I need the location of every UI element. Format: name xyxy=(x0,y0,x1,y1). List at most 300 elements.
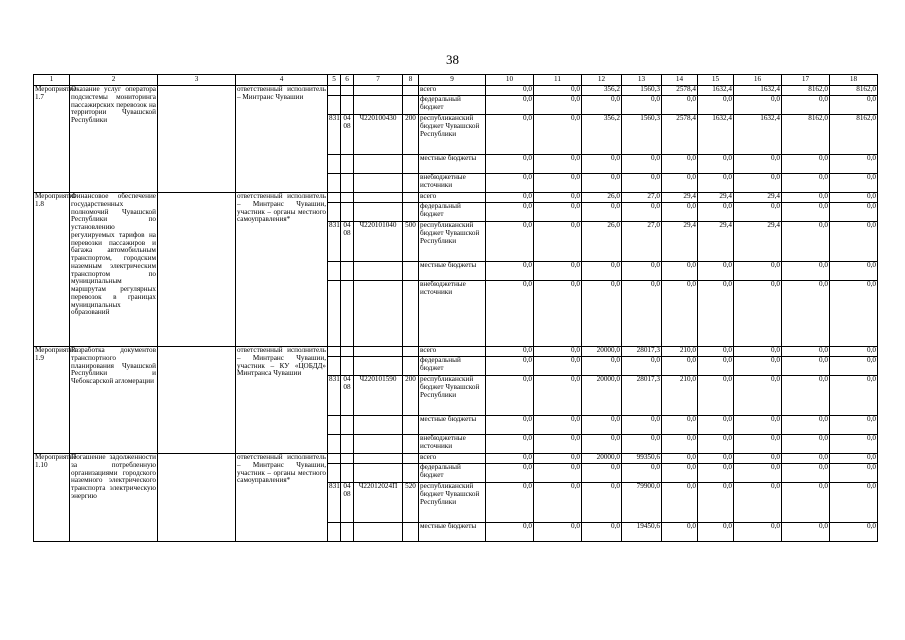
budget-code-c7 xyxy=(354,435,403,454)
budget-code-c5 xyxy=(328,203,341,222)
funding-value: 0,0 xyxy=(782,281,830,347)
funding-value: 0,0 xyxy=(782,262,830,281)
funding-source: местные бюджеты xyxy=(419,155,486,174)
funding-value: 0,0 xyxy=(486,435,534,454)
funding-value: 0,0 xyxy=(734,357,782,376)
funding-value: 210,0 xyxy=(662,376,698,416)
funding-value: 0,0 xyxy=(486,464,534,483)
funding-source: местные бюджеты xyxy=(419,523,486,542)
measure-name: Разработка документов транспортного планирования Чувашской Республики и Чебоксарской агломерации xyxy=(70,347,158,454)
measure-name: Оказание услуг оператора подсистемы мониторинга пассажирских перевозок на территории Чувашской Республики xyxy=(70,86,158,193)
funding-value: 0,0 xyxy=(486,357,534,376)
funding-value: 0,0 xyxy=(534,435,582,454)
funding-value: 0,0 xyxy=(830,435,878,454)
funding-value: 0,0 xyxy=(698,203,734,222)
funding-value: 0,0 xyxy=(782,347,830,357)
budget-code-c8 xyxy=(403,416,419,435)
budget-code-c7: Ч220101040 xyxy=(354,222,403,262)
funding-source: федеральный бюджет xyxy=(419,96,486,115)
column-number: 18 xyxy=(830,75,878,86)
funding-value: 0,0 xyxy=(582,262,622,281)
budget-code-c8 xyxy=(403,347,419,357)
budget-code-c6: 04 08 xyxy=(341,222,354,262)
funding-value: 0,0 xyxy=(830,155,878,174)
empty-cell xyxy=(158,86,236,193)
budget-code-c5 xyxy=(328,416,341,435)
funding-source: республиканский бюджет Чувашской Республики xyxy=(419,115,486,155)
funding-value: 0,0 xyxy=(698,174,734,193)
funding-value: 0,0 xyxy=(662,155,698,174)
budget-code-c5 xyxy=(328,454,341,464)
funding-value: 29,4 xyxy=(662,193,698,203)
funding-value: 20000,0 xyxy=(582,347,622,357)
funding-value: 0,0 xyxy=(582,357,622,376)
column-number: 1 xyxy=(34,75,70,86)
funding-value: 0,0 xyxy=(830,222,878,262)
funding-value: 0,0 xyxy=(734,483,782,523)
funding-source: всего xyxy=(419,86,486,96)
funding-value: 0,0 xyxy=(534,483,582,523)
budget-code-c6 xyxy=(341,262,354,281)
funding-value: 0,0 xyxy=(662,523,698,542)
funding-value: 0,0 xyxy=(782,193,830,203)
budget-code-c6 xyxy=(341,435,354,454)
funding-value: 356,2 xyxy=(582,86,622,96)
funding-row xyxy=(34,86,878,96)
funding-source: внебюджетные источники xyxy=(419,174,486,193)
funding-value: 0,0 xyxy=(698,376,734,416)
funding-value: 29,4 xyxy=(698,193,734,203)
funding-value: 0,0 xyxy=(698,483,734,523)
funding-value: 8162,0 xyxy=(830,86,878,96)
funding-value: 0,0 xyxy=(734,203,782,222)
page-number: 38 xyxy=(446,52,459,67)
budget-code-c8 xyxy=(403,155,419,174)
budget-code-c8: 500 xyxy=(403,222,419,262)
measure-executor: ответственный исполнитель – Минтранс Чувашии, участник – органы местного самоуправления* xyxy=(236,454,328,542)
budget-code-c8 xyxy=(403,174,419,193)
column-number: 3 xyxy=(158,75,236,86)
funding-value: 0,0 xyxy=(582,96,622,115)
funding-value: 0,0 xyxy=(534,96,582,115)
budget-code-c8: 520 xyxy=(403,483,419,523)
funding-value: 29,4 xyxy=(734,193,782,203)
budget-code-c6 xyxy=(341,96,354,115)
funding-value: 0,0 xyxy=(782,96,830,115)
funding-value: 0,0 xyxy=(830,281,878,347)
empty-cell xyxy=(158,347,236,454)
funding-source: республиканский бюджет Чувашской Республики xyxy=(419,483,486,523)
budget-code-c6 xyxy=(341,155,354,174)
funding-value: 0,0 xyxy=(830,174,878,193)
column-number: 16 xyxy=(734,75,782,86)
funding-value: 0,0 xyxy=(782,174,830,193)
program-table xyxy=(33,74,878,542)
funding-value: 0,0 xyxy=(698,464,734,483)
funding-value: 1560,3 xyxy=(622,86,662,96)
budget-code-c7 xyxy=(354,347,403,357)
funding-value: 0,0 xyxy=(622,435,662,454)
funding-value: 0,0 xyxy=(582,435,622,454)
measure-label: Мероприятие 1.8 xyxy=(34,193,70,347)
measure-name: Погашение задолженности за потребленную организациями городского наземного электрического транспорта электрическую энергию xyxy=(70,454,158,542)
funding-value: 0,0 xyxy=(734,347,782,357)
budget-code-c7 xyxy=(354,523,403,542)
funding-value: 8162,0 xyxy=(830,115,878,155)
funding-value: 0,0 xyxy=(534,376,582,416)
funding-value: 0,0 xyxy=(622,174,662,193)
funding-value: 0,0 xyxy=(662,357,698,376)
funding-value: 0,0 xyxy=(698,416,734,435)
funding-value: 0,0 xyxy=(698,347,734,357)
funding-value: 0,0 xyxy=(830,464,878,483)
budget-code-c8 xyxy=(403,86,419,96)
column-number: 4 xyxy=(236,75,328,86)
funding-value: 29,4 xyxy=(734,222,782,262)
funding-value: 0,0 xyxy=(486,454,534,464)
measure-executor: ответственный исполнитель – Минтранс Чувашии xyxy=(236,86,328,193)
measure-name: Финансовое обеспечение государственных полномочий Чувашской Республики по установлению регулируемых тарифов на перевозки пассажиров и багажа автомобильным транспортом, городским наземным электрическим транспортом по муниципальным маршрутам регулярных перевозок в границах муниципальных образований xyxy=(70,193,158,347)
budget-code-c7 xyxy=(354,193,403,203)
funding-value: 0,0 xyxy=(486,155,534,174)
funding-value: 79900,0 xyxy=(622,483,662,523)
funding-value: 0,0 xyxy=(698,155,734,174)
funding-value: 0,0 xyxy=(830,347,878,357)
funding-value: 0,0 xyxy=(662,483,698,523)
empty-cell xyxy=(158,193,236,347)
budget-code-c5 xyxy=(328,193,341,203)
budget-code-c6 xyxy=(341,347,354,357)
column-number: 10 xyxy=(486,75,534,86)
funding-value: 1632,4 xyxy=(698,86,734,96)
funding-value: 0,0 xyxy=(830,193,878,203)
budget-code-c8 xyxy=(403,357,419,376)
funding-value: 0,0 xyxy=(782,416,830,435)
funding-value: 0,0 xyxy=(734,523,782,542)
funding-value: 0,0 xyxy=(622,357,662,376)
funding-value: 0,0 xyxy=(734,435,782,454)
funding-value: 0,0 xyxy=(734,262,782,281)
funding-source: всего xyxy=(419,193,486,203)
funding-value: 0,0 xyxy=(830,357,878,376)
funding-value: 0,0 xyxy=(534,523,582,542)
funding-value: 1632,4 xyxy=(734,115,782,155)
funding-value: 0,0 xyxy=(582,483,622,523)
funding-value: 0,0 xyxy=(830,376,878,416)
funding-value: 29,4 xyxy=(698,222,734,262)
funding-value: 2578,4 xyxy=(662,115,698,155)
funding-value: 2578,4 xyxy=(662,86,698,96)
funding-value: 0,0 xyxy=(698,435,734,454)
funding-value: 27,0 xyxy=(622,222,662,262)
funding-value: 0,0 xyxy=(582,464,622,483)
funding-value: 0,0 xyxy=(622,464,662,483)
funding-value: 0,0 xyxy=(830,483,878,523)
funding-value: 0,0 xyxy=(486,416,534,435)
funding-value: 29,4 xyxy=(662,222,698,262)
budget-code-c6: 04 08 xyxy=(341,376,354,416)
budget-code-c5 xyxy=(328,464,341,483)
budget-code-c8 xyxy=(403,454,419,464)
budget-code-c6 xyxy=(341,454,354,464)
funding-value: 0,0 xyxy=(830,262,878,281)
funding-value: 20000,0 xyxy=(582,454,622,464)
funding-value: 0,0 xyxy=(782,155,830,174)
funding-value: 210,0 xyxy=(662,347,698,357)
funding-value: 356,2 xyxy=(582,115,622,155)
funding-value: 0,0 xyxy=(534,281,582,347)
budget-code-c7 xyxy=(354,454,403,464)
budget-code-c7: Ч220101590 xyxy=(354,376,403,416)
funding-value: 0,0 xyxy=(734,454,782,464)
funding-value: 0,0 xyxy=(534,86,582,96)
funding-value: 0,0 xyxy=(782,435,830,454)
column-number: 13 xyxy=(622,75,662,86)
funding-value: 0,0 xyxy=(698,523,734,542)
funding-value: 0,0 xyxy=(622,281,662,347)
funding-value: 0,0 xyxy=(534,347,582,357)
funding-value: 0,0 xyxy=(830,203,878,222)
budget-code-c7 xyxy=(354,203,403,222)
funding-value: 0,0 xyxy=(782,357,830,376)
funding-source: федеральный бюджет xyxy=(419,464,486,483)
funding-value: 0,0 xyxy=(486,115,534,155)
funding-value: 0,0 xyxy=(582,203,622,222)
funding-value: 0,0 xyxy=(734,155,782,174)
funding-value: 0,0 xyxy=(486,483,534,523)
funding-row xyxy=(34,347,878,357)
funding-value: 0,0 xyxy=(782,454,830,464)
budget-code-c7: Ч220100430 xyxy=(354,115,403,155)
funding-value: 0,0 xyxy=(734,464,782,483)
budget-code-c5 xyxy=(328,155,341,174)
budget-code-c8 xyxy=(403,523,419,542)
funding-value: 0,0 xyxy=(698,262,734,281)
column-number: 9 xyxy=(419,75,486,86)
funding-value: 0,0 xyxy=(622,262,662,281)
budget-code-c6: 04 08 xyxy=(341,115,354,155)
funding-value: 0,0 xyxy=(782,203,830,222)
empty-cell xyxy=(158,454,236,542)
budget-code-c8 xyxy=(403,464,419,483)
funding-value: 0,0 xyxy=(782,523,830,542)
column-number: 14 xyxy=(662,75,698,86)
funding-value: 26,0 xyxy=(582,193,622,203)
funding-value: 0,0 xyxy=(698,96,734,115)
column-number: 8 xyxy=(403,75,419,86)
column-number: 15 xyxy=(698,75,734,86)
budget-code-c8: 200 xyxy=(403,376,419,416)
funding-source: республиканский бюджет Чувашской Республики xyxy=(419,376,486,416)
funding-value: 0,0 xyxy=(698,281,734,347)
budget-code-c6 xyxy=(341,193,354,203)
budget-code-c5 xyxy=(328,357,341,376)
funding-value: 0,0 xyxy=(662,96,698,115)
funding-value: 0,0 xyxy=(662,435,698,454)
funding-source: местные бюджеты xyxy=(419,262,486,281)
budget-code-c5: 831 xyxy=(328,376,341,416)
funding-value: 8162,0 xyxy=(782,86,830,96)
column-number: 12 xyxy=(582,75,622,86)
budget-code-c8 xyxy=(403,435,419,454)
funding-value: 0,0 xyxy=(782,464,830,483)
funding-value: 0,0 xyxy=(534,416,582,435)
column-number: 17 xyxy=(782,75,830,86)
budget-code-c7 xyxy=(354,281,403,347)
funding-value: 0,0 xyxy=(534,222,582,262)
budget-code-c5 xyxy=(328,262,341,281)
budget-code-c5 xyxy=(328,174,341,193)
budget-code-c7 xyxy=(354,416,403,435)
funding-value: 0,0 xyxy=(534,357,582,376)
funding-value: 0,0 xyxy=(662,174,698,193)
funding-value: 0,0 xyxy=(622,203,662,222)
funding-value: 0,0 xyxy=(734,416,782,435)
funding-value: 0,0 xyxy=(582,155,622,174)
funding-value: 0,0 xyxy=(486,281,534,347)
header-row xyxy=(34,75,878,86)
funding-value: 0,0 xyxy=(662,281,698,347)
funding-value: 0,0 xyxy=(622,416,662,435)
funding-value: 0,0 xyxy=(622,155,662,174)
funding-value: 0,0 xyxy=(830,416,878,435)
budget-code-c8 xyxy=(403,281,419,347)
measure-label: Мероприятие 1.7 xyxy=(34,86,70,193)
funding-value: 0,0 xyxy=(734,281,782,347)
funding-value: 0,0 xyxy=(662,454,698,464)
funding-value: 0,0 xyxy=(534,464,582,483)
funding-value: 0,0 xyxy=(582,416,622,435)
funding-source: федеральный бюджет xyxy=(419,357,486,376)
budget-code-c6 xyxy=(341,357,354,376)
funding-value: 1632,4 xyxy=(734,86,782,96)
budget-code-c6 xyxy=(341,281,354,347)
column-number: 5 xyxy=(328,75,341,86)
funding-value: 0,0 xyxy=(662,203,698,222)
budget-code-c7 xyxy=(354,155,403,174)
budget-code-c6 xyxy=(341,86,354,96)
budget-code-c5 xyxy=(328,281,341,347)
funding-value: 0,0 xyxy=(486,96,534,115)
funding-value: 0,0 xyxy=(662,464,698,483)
budget-code-c8 xyxy=(403,96,419,115)
funding-value: 1632,4 xyxy=(698,115,734,155)
budget-code-c5 xyxy=(328,523,341,542)
budget-code-c5 xyxy=(328,96,341,115)
budget-code-c5: 831 xyxy=(328,483,341,523)
funding-value: 0,0 xyxy=(582,174,622,193)
budget-code-c5: 831 xyxy=(328,115,341,155)
funding-value: 28017,3 xyxy=(622,376,662,416)
measure-executor: ответственный исполнитель – Минтранс Чувашии, участник – органы местного самоуправления* xyxy=(236,193,328,347)
funding-source: внебюджетные источники xyxy=(419,281,486,347)
funding-value: 0,0 xyxy=(486,174,534,193)
budget-code-c7 xyxy=(354,96,403,115)
funding-source: всего xyxy=(419,347,486,357)
column-number: 7 xyxy=(354,75,403,86)
measure-label: Мероприятие 1.10 xyxy=(34,454,70,542)
measure-label: Мероприятие 1.9 xyxy=(34,347,70,454)
funding-value: 0,0 xyxy=(486,376,534,416)
funding-value: 0,0 xyxy=(486,523,534,542)
funding-row xyxy=(34,454,878,464)
budget-code-c5 xyxy=(328,435,341,454)
funding-value: 0,0 xyxy=(582,281,622,347)
funding-source: внебюджетные источники xyxy=(419,435,486,454)
funding-value: 0,0 xyxy=(622,96,662,115)
funding-value: 0,0 xyxy=(698,454,734,464)
funding-value: 0,0 xyxy=(486,86,534,96)
funding-value: 26,0 xyxy=(582,222,622,262)
funding-value: 0,0 xyxy=(734,96,782,115)
funding-value: 0,0 xyxy=(534,193,582,203)
funding-value: 0,0 xyxy=(486,193,534,203)
funding-value: 0,0 xyxy=(534,115,582,155)
budget-code-c6 xyxy=(341,203,354,222)
funding-value: 0,0 xyxy=(782,222,830,262)
funding-value: 0,0 xyxy=(734,174,782,193)
budget-code-c7 xyxy=(354,262,403,281)
funding-value: 20000,0 xyxy=(582,376,622,416)
measure-executor: ответственный исполнитель – Минтранс Чувашии, участник – КУ «ЦОБДД» Минтранса Чувашии xyxy=(236,347,328,454)
funding-value: 0,0 xyxy=(486,262,534,281)
funding-value: 0,0 xyxy=(534,203,582,222)
column-number: 6 xyxy=(341,75,354,86)
budget-code-c5 xyxy=(328,347,341,357)
funding-value: 19450,6 xyxy=(622,523,662,542)
budget-code-c7 xyxy=(354,174,403,193)
funding-row xyxy=(34,193,878,203)
funding-value: 8162,0 xyxy=(782,115,830,155)
column-number: 2 xyxy=(70,75,158,86)
budget-code-c6 xyxy=(341,416,354,435)
funding-value: 0,0 xyxy=(486,347,534,357)
budget-code-c5: 831 xyxy=(328,222,341,262)
budget-code-c6 xyxy=(341,174,354,193)
funding-value: 0,0 xyxy=(534,262,582,281)
funding-value: 0,0 xyxy=(534,454,582,464)
funding-value: 0,0 xyxy=(486,222,534,262)
budget-code-c6 xyxy=(341,464,354,483)
funding-value: 0,0 xyxy=(582,523,622,542)
budget-code-c7: Ч22012024П xyxy=(354,483,403,523)
budget-code-c8 xyxy=(403,193,419,203)
funding-source: всего xyxy=(419,454,486,464)
funding-value: 0,0 xyxy=(662,262,698,281)
funding-value: 0,0 xyxy=(830,454,878,464)
budget-code-c8 xyxy=(403,203,419,222)
budget-code-c6: 04 08 xyxy=(341,483,354,523)
funding-value: 0,0 xyxy=(534,174,582,193)
funding-value: 27,0 xyxy=(622,193,662,203)
budget-code-c7 xyxy=(354,357,403,376)
funding-value: 0,0 xyxy=(782,376,830,416)
funding-source: федеральный бюджет xyxy=(419,203,486,222)
funding-value: 28017,3 xyxy=(622,347,662,357)
funding-value: 0,0 xyxy=(830,523,878,542)
budget-code-c5 xyxy=(328,86,341,96)
budget-code-c7 xyxy=(354,86,403,96)
funding-source: местные бюджеты xyxy=(419,416,486,435)
funding-value: 0,0 xyxy=(782,483,830,523)
budget-code-c8: 200 xyxy=(403,115,419,155)
funding-source: республиканский бюджет Чувашской Республики xyxy=(419,222,486,262)
budget-code-c7 xyxy=(354,464,403,483)
funding-value: 99350,6 xyxy=(622,454,662,464)
funding-value: 0,0 xyxy=(734,376,782,416)
budget-code-c8 xyxy=(403,262,419,281)
funding-value: 0,0 xyxy=(662,416,698,435)
